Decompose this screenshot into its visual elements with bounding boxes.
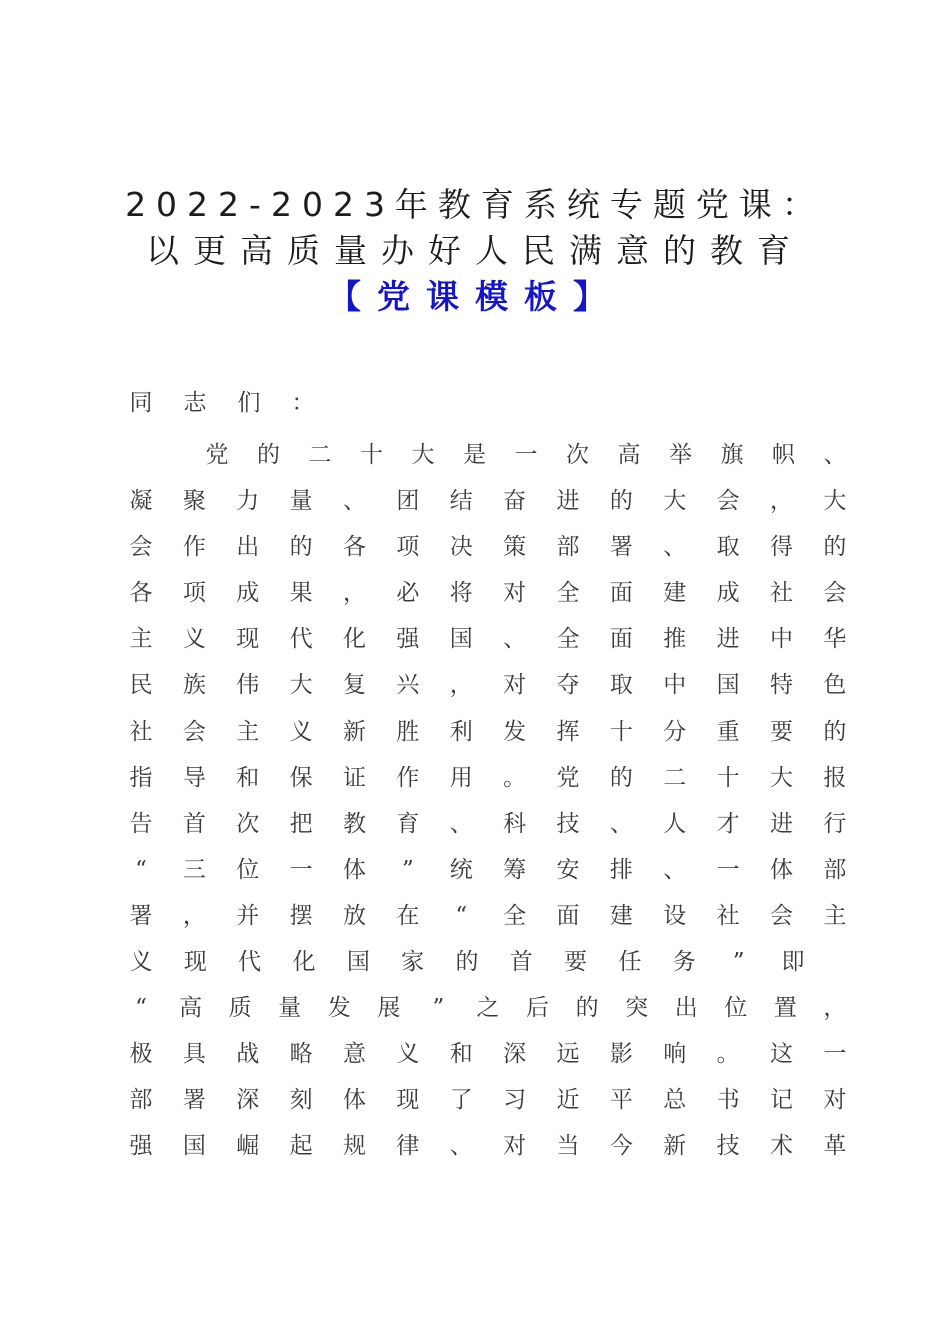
body-line: 主 义 现 代 化 强 国 、 全 面 推 进 中 华 — [129, 626, 847, 653]
body-line: “ 三 位 一 体 ” 统 筹 安 排 、 一 体 部 — [135, 856, 847, 883]
body-line: 强 国 崛 起 规 律 、 对 当 今 新 技 术 革 — [129, 1133, 847, 1160]
title-tag: 【党课模板】 — [328, 277, 622, 316]
body-line: “ 高 质 量 发 展 ” 之 后 的 突 出 位 置 ， — [135, 995, 847, 1022]
document-title — [100, 182, 850, 320]
body-line: 告 首 次 把 教 育 、 科 技 、 人 才 进 行 — [129, 810, 847, 837]
body-line: 凝 聚 力 量 、 团 结 奋 进 的 大 会 ， 大 — [129, 488, 847, 515]
body-paragraph — [128, 432, 848, 1170]
title-line-2: 以更高质量办好人民满意的教育 — [146, 231, 804, 270]
body-line: 指 导 和 保 证 作 用 。 党 的 二 十 大 报 — [129, 764, 847, 791]
body-line: 社 会 主 义 新 胜 利 发 挥 十 分 重 要 的 — [129, 718, 847, 745]
body-line: 民 族 伟 大 复 兴 ， 对 夺 取 中 国 特 色 — [129, 672, 847, 699]
body-line: 极 具 战 略 意 义 和 深 远 影 响 。 这 一 — [129, 1041, 847, 1068]
body-line: 部 署 深 刻 体 现 了 习 近 平 总 书 记 对 — [129, 1087, 847, 1114]
body-line: 义 现 代 化 国 家 的 首 要 任 务 ” 即 — [129, 949, 805, 976]
title-line-1: 2022-2023年教育系统专题党课： — [125, 185, 825, 224]
body-line: 各 项 成 果 ， 必 将 对 全 面 建 成 社 会 — [129, 580, 847, 607]
document-body — [128, 380, 848, 1170]
salutation: 同 志 们 ： — [129, 390, 315, 416]
body-line: 党 的 二 十 大 是 一 次 高 举 旗 帜 、 — [205, 442, 847, 468]
body-line: 会 作 出 的 各 项 决 策 部 署 、 取 得 的 — [129, 534, 847, 561]
body-line: 署 ， 并 摆 放 在 “ 全 面 建 设 社 会 主 — [129, 902, 847, 929]
